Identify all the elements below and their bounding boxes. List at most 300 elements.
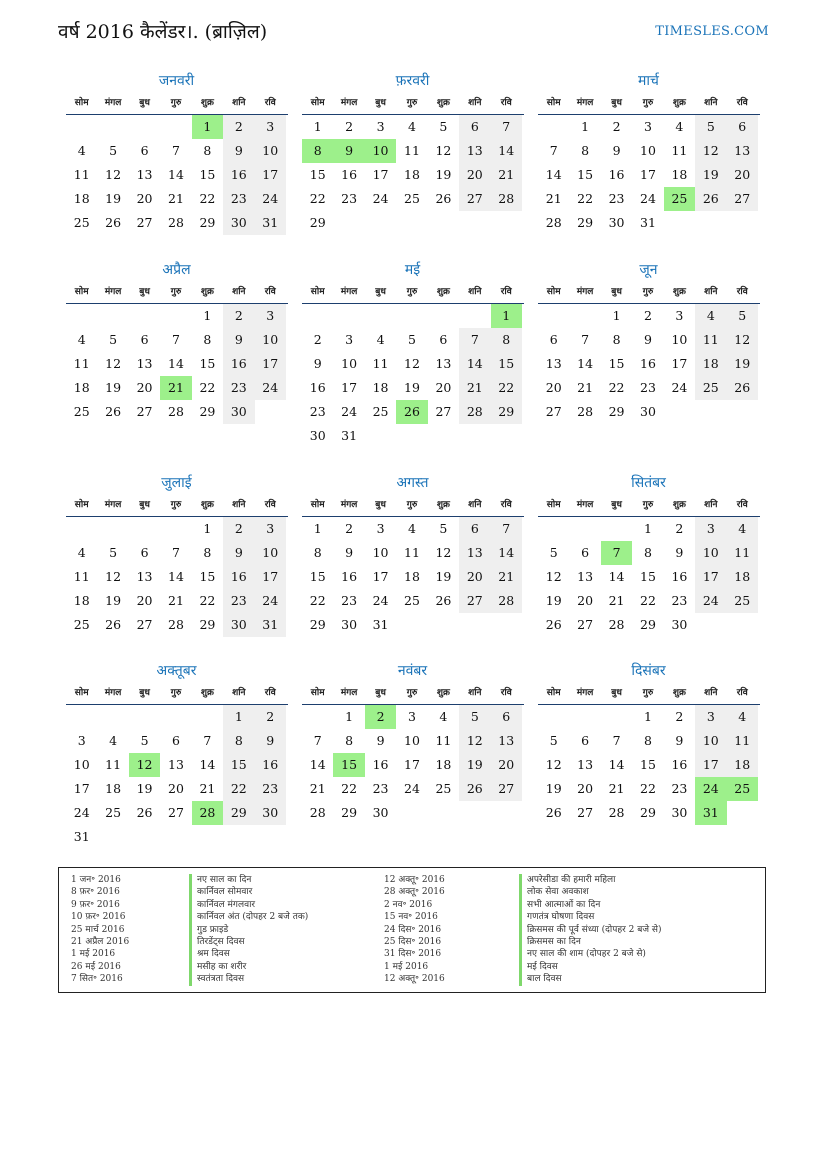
day-cell: 27 <box>136 617 153 632</box>
day-cell: 3 <box>695 517 726 541</box>
month-block <box>66 472 288 637</box>
day-cell: 13 <box>459 541 490 565</box>
weekday-label: रवि <box>500 500 512 510</box>
day-cell: 10 <box>372 545 389 560</box>
legend-date: 10 फ़र॰ 2016 <box>71 912 126 923</box>
day-cell: 24 <box>372 191 389 206</box>
weekday-label: शुक्र <box>672 98 686 108</box>
day-cell: 29 <box>341 805 358 820</box>
weekday-label: गुरु <box>642 287 654 297</box>
legend-date: 8 फ़र॰ 2016 <box>71 887 120 898</box>
day-cell: 18 <box>404 167 420 182</box>
weekday-label: शुक्र <box>200 98 214 108</box>
day-cell: 30 <box>309 428 326 443</box>
day-cell: 19 <box>136 781 153 796</box>
legend-date: 1 जन॰ 2016 <box>71 875 121 885</box>
day-cell: 6 <box>140 332 149 347</box>
day-cell: 26 <box>695 187 726 211</box>
legend-date: 2 नव॰ 2016 <box>384 899 433 910</box>
day-cell: 1 <box>581 119 590 134</box>
weekday-label: शनि <box>468 287 482 297</box>
weekday-label: बुध <box>611 500 622 510</box>
month-block <box>302 472 524 637</box>
day-cell: 14 <box>168 167 184 182</box>
legend-holiday-name: सभी आत्माओं का दिन <box>519 899 662 911</box>
day-cell: 30 <box>671 617 688 632</box>
day-cell: 6 <box>581 733 590 748</box>
day-cell: 8 <box>203 143 212 158</box>
day-cell: 25 <box>372 404 389 419</box>
day-cell: 3 <box>255 517 286 541</box>
day-cell: 1 <box>644 521 652 536</box>
legend-holiday-name: मसीह का शरीर <box>189 961 308 973</box>
empty-day-cell <box>459 304 490 328</box>
day-cell: 25 <box>435 781 452 796</box>
day-cell: 25 <box>73 404 90 419</box>
day-cell: 29 <box>199 404 216 419</box>
day-cell: 16 <box>255 753 286 777</box>
day-cell: 6 <box>439 332 448 347</box>
day-cell: 5 <box>727 304 758 328</box>
day-cell: 22 <box>577 191 594 206</box>
day-cell: 19 <box>545 781 562 796</box>
day-cell: 17 <box>404 757 420 772</box>
day-cell: 11 <box>435 733 452 748</box>
day-cell: 4 <box>727 705 758 729</box>
day-cell: 31 <box>255 211 286 235</box>
day-cell: 16 <box>341 569 358 584</box>
empty-day-cell <box>66 304 97 328</box>
day-cell: 29 <box>309 215 326 230</box>
day-cell: 17 <box>640 167 656 182</box>
empty-day-cell <box>396 304 427 328</box>
day-cell: 24 <box>73 805 90 820</box>
day-cell: 19 <box>695 163 726 187</box>
month-block <box>66 259 288 424</box>
empty-day-cell <box>160 115 191 139</box>
day-cell: 20 <box>168 781 184 796</box>
weekday-label: मंगल <box>104 688 122 698</box>
weekday-label: गुरु <box>406 98 418 108</box>
day-cell: 21 <box>545 191 562 206</box>
weekday-label: शुक्र <box>200 688 214 698</box>
day-cell: 11 <box>73 167 90 182</box>
weekday-header <box>302 682 524 705</box>
legend-dates-left <box>71 874 129 986</box>
day-cell: 19 <box>435 569 452 584</box>
day-cell: 3 <box>77 733 86 748</box>
weekday-label: शुक्र <box>436 98 450 108</box>
weekday-label: शनि <box>468 98 482 108</box>
weekday-header <box>538 494 760 517</box>
weekday-header <box>538 682 760 705</box>
day-cell: 3 <box>255 115 286 139</box>
day-grid <box>302 304 524 448</box>
empty-day-cell <box>129 517 160 541</box>
day-cell: 10 <box>671 332 688 347</box>
day-cell: 23 <box>640 380 656 395</box>
day-cell: 30 <box>223 211 254 235</box>
day-cell: 9 <box>313 356 322 371</box>
legend-holiday-name: मई दिवस <box>519 961 662 973</box>
day-cell: 13 <box>577 569 594 584</box>
day-cell: 30 <box>372 805 389 820</box>
legend-names-right <box>519 874 662 986</box>
weekday-label: शनि <box>232 500 246 510</box>
day-cell: 23 <box>608 191 625 206</box>
day-cell: 10 <box>73 757 90 772</box>
day-cell: 13 <box>136 569 153 584</box>
day-cell: 6 <box>140 143 149 158</box>
day-cell: 2 <box>223 115 254 139</box>
day-cell: 17 <box>341 380 358 395</box>
day-cell: 11 <box>372 356 389 371</box>
legend-date: 12 अक्तू॰ 2016 <box>384 875 445 885</box>
day-cell: 10 <box>255 541 286 565</box>
day-cell: 17 <box>255 163 286 187</box>
weekday-label: मंगल <box>340 98 358 108</box>
day-cell: 7 <box>313 733 322 748</box>
weekday-label: रवि <box>500 287 512 297</box>
month-name: मार्च <box>638 73 659 89</box>
day-cell: 10 <box>404 733 420 748</box>
day-cell: 27 <box>577 617 594 632</box>
day-cell: 1 <box>612 308 621 323</box>
day-cell: 26 <box>105 215 122 230</box>
day-cell: 20 <box>136 191 153 206</box>
legend-holiday-name: गणतंत्र घोषणा दिवस <box>519 911 662 923</box>
weekday-header <box>66 92 288 115</box>
holiday-day-cell: 25 <box>664 187 695 211</box>
day-cell: 22 <box>640 593 656 608</box>
day-cell: 2 <box>675 709 684 724</box>
legend-date: 25 दिस॰ 2016 <box>384 936 442 947</box>
day-cell: 2 <box>345 119 354 134</box>
day-grid <box>66 517 288 637</box>
day-cell: 14 <box>168 356 184 371</box>
day-cell: 28 <box>168 215 184 230</box>
day-cell: 30 <box>223 613 254 637</box>
weekday-label: बुध <box>611 287 622 297</box>
month-name: सितंबर <box>631 475 666 491</box>
day-cell: 14 <box>577 356 594 371</box>
day-cell: 14 <box>309 757 326 772</box>
weekday-label: गुरु <box>170 688 182 698</box>
day-cell: 27 <box>136 404 153 419</box>
weekday-label: मंगल <box>576 500 594 510</box>
empty-day-cell <box>66 517 97 541</box>
day-cell: 6 <box>140 545 149 560</box>
day-cell: 24 <box>671 380 688 395</box>
day-cell: 1 <box>203 521 212 536</box>
day-cell: 27 <box>459 589 490 613</box>
weekday-label: मंगल <box>104 287 122 297</box>
day-cell: 23 <box>255 777 286 801</box>
legend-holiday-name: नए साल का दिन <box>189 874 308 886</box>
day-cell: 6 <box>459 517 490 541</box>
day-cell: 20 <box>459 163 490 187</box>
day-cell: 27 <box>435 404 452 419</box>
month-block <box>538 472 760 637</box>
weekday-label: शुक्र <box>436 688 450 698</box>
month-name: अक्तूबर <box>156 663 197 679</box>
day-cell: 10 <box>695 729 726 753</box>
weekday-label: सोम <box>310 287 325 297</box>
day-cell: 28 <box>491 589 522 613</box>
legend-dates-right <box>384 874 445 986</box>
day-cell: 29 <box>640 805 656 820</box>
weekday-header <box>66 494 288 517</box>
day-cell: 11 <box>727 729 758 753</box>
day-cell: 25 <box>727 589 758 613</box>
day-cell: 3 <box>695 705 726 729</box>
day-cell: 25 <box>695 376 726 400</box>
weekday-label: रवि <box>736 287 748 297</box>
day-cell: 20 <box>577 781 594 796</box>
day-cell: 15 <box>199 356 216 371</box>
day-cell: 12 <box>105 356 122 371</box>
weekday-label: सोम <box>310 500 325 510</box>
day-cell: 25 <box>404 593 420 608</box>
day-cell: 5 <box>109 545 118 560</box>
day-cell: 13 <box>727 139 758 163</box>
day-cell: 21 <box>199 781 216 796</box>
legend-date: 15 नव॰ 2016 <box>384 912 438 923</box>
day-cell: 9 <box>345 545 354 560</box>
day-cell: 26 <box>459 777 490 801</box>
empty-day-cell <box>302 304 333 328</box>
day-cell: 9 <box>223 139 254 163</box>
day-cell: 4 <box>695 304 726 328</box>
day-cell: 6 <box>491 705 522 729</box>
day-cell: 8 <box>612 332 621 347</box>
weekday-label: गुरु <box>642 98 654 108</box>
day-cell: 26 <box>727 376 758 400</box>
month-name: अगस्त <box>396 475 429 491</box>
holiday-day-cell: 26 <box>396 400 427 424</box>
day-cell: 13 <box>491 729 522 753</box>
weekday-label: गुरु <box>406 500 418 510</box>
weekday-label: सोम <box>310 688 325 698</box>
weekday-label: शनि <box>704 287 718 297</box>
holiday-day-cell: 31 <box>695 801 726 825</box>
day-grid <box>302 115 524 235</box>
day-cell: 8 <box>203 332 212 347</box>
day-cell: 11 <box>73 569 90 584</box>
legend-date: 12 अक्तू॰ 2016 <box>384 974 445 985</box>
day-cell: 5 <box>549 733 558 748</box>
holiday-day-cell: 15 <box>333 753 364 777</box>
day-cell: 12 <box>435 545 452 560</box>
weekday-label: सोम <box>74 500 89 510</box>
day-cell: 2 <box>644 308 652 323</box>
month-block <box>538 259 760 424</box>
day-cell: 16 <box>671 757 688 772</box>
day-cell: 4 <box>376 332 385 347</box>
day-cell: 3 <box>376 119 385 134</box>
weekday-label: बुध <box>375 500 386 510</box>
day-cell: 17 <box>695 753 726 777</box>
day-cell: 7 <box>172 545 180 560</box>
empty-day-cell <box>569 705 600 729</box>
holiday-day-cell: 28 <box>192 801 223 825</box>
weekday-label: मंगल <box>340 287 358 297</box>
day-cell: 7 <box>549 143 558 158</box>
day-cell: 5 <box>109 332 118 347</box>
day-cell: 25 <box>105 805 122 820</box>
day-cell: 16 <box>341 167 358 182</box>
day-cell: 27 <box>727 187 758 211</box>
legend-holiday-name: बाल दिवस <box>519 973 662 985</box>
weekday-label: बुध <box>139 98 150 108</box>
day-cell: 17 <box>255 565 286 589</box>
day-cell: 10 <box>695 541 726 565</box>
weekday-label: गुरु <box>406 688 418 698</box>
legend-date: 1 मई 2016 <box>384 961 429 972</box>
day-cell: 15 <box>199 569 216 584</box>
day-cell: 28 <box>491 187 522 211</box>
day-cell: 17 <box>73 781 90 796</box>
day-cell: 24 <box>255 187 286 211</box>
day-cell: 18 <box>73 191 90 206</box>
empty-day-cell <box>302 705 333 729</box>
day-cell: 25 <box>73 215 90 230</box>
day-cell: 30 <box>341 617 358 632</box>
day-cell: 9 <box>675 545 684 560</box>
empty-day-cell <box>129 705 160 729</box>
day-cell: 8 <box>345 733 354 748</box>
day-cell: 27 <box>491 777 522 801</box>
day-cell: 16 <box>372 757 389 772</box>
day-cell: 26 <box>545 617 562 632</box>
day-cell: 15 <box>640 569 656 584</box>
weekday-label: शनि <box>468 500 482 510</box>
day-cell: 2 <box>223 304 254 328</box>
day-cell: 1 <box>313 119 322 134</box>
weekday-label: शुक्र <box>436 287 450 297</box>
day-cell: 21 <box>577 380 594 395</box>
empty-day-cell <box>428 304 459 328</box>
day-cell: 19 <box>727 352 758 376</box>
weekday-label: सोम <box>310 98 325 108</box>
weekday-label: रवि <box>500 688 512 698</box>
holiday-legend <box>58 867 766 993</box>
day-cell: 2 <box>612 119 621 134</box>
day-cell: 15 <box>199 167 216 182</box>
day-cell: 29 <box>199 617 216 632</box>
empty-day-cell <box>97 304 128 328</box>
empty-day-cell <box>160 517 191 541</box>
day-cell: 18 <box>372 380 389 395</box>
day-cell: 12 <box>435 143 452 158</box>
day-cell: 7 <box>612 733 621 748</box>
day-cell: 4 <box>675 119 684 134</box>
day-cell: 20 <box>545 380 562 395</box>
holiday-day-cell: 25 <box>727 777 758 801</box>
weekday-label: शनि <box>704 98 718 108</box>
day-cell: 4 <box>77 143 86 158</box>
day-cell: 28 <box>545 215 562 230</box>
page-title: वर्ष 2016 कैलेंडर।. (ब्राज़िल) <box>58 21 268 43</box>
weekday-label: बुध <box>375 98 386 108</box>
day-cell: 6 <box>459 115 490 139</box>
day-cell: 14 <box>491 541 522 565</box>
weekday-header <box>66 281 288 304</box>
day-cell: 8 <box>223 729 254 753</box>
day-cell: 19 <box>404 380 420 395</box>
empty-day-cell <box>365 304 396 328</box>
day-cell: 24 <box>372 593 389 608</box>
day-cell: 23 <box>223 187 254 211</box>
weekday-label: गुरु <box>642 500 654 510</box>
day-cell: 30 <box>223 400 254 424</box>
weekday-label: गुरु <box>170 500 182 510</box>
day-cell: 20 <box>459 565 490 589</box>
day-cell: 31 <box>372 617 389 632</box>
holiday-day-cell: 1 <box>491 304 522 328</box>
day-cell: 14 <box>545 167 562 182</box>
month-name: फ़रवरी <box>395 73 430 89</box>
day-cell: 9 <box>255 729 286 753</box>
day-cell: 4 <box>77 332 86 347</box>
day-cell: 26 <box>105 617 122 632</box>
day-cell: 5 <box>140 733 149 748</box>
day-cell: 24 <box>695 589 726 613</box>
day-cell: 17 <box>255 352 286 376</box>
day-cell: 29 <box>199 215 216 230</box>
day-cell: 5 <box>439 521 448 536</box>
day-cell: 11 <box>404 143 420 158</box>
day-cell: 7 <box>172 143 180 158</box>
month-block <box>302 259 524 448</box>
day-cell: 6 <box>172 733 180 748</box>
holiday-day-cell: 1 <box>192 115 223 139</box>
day-cell: 24 <box>255 589 286 613</box>
legend-date: 25 मार्च 2016 <box>71 924 125 935</box>
day-cell: 1 <box>203 308 212 323</box>
day-cell: 19 <box>459 753 490 777</box>
day-cell: 3 <box>255 304 286 328</box>
day-cell: 21 <box>608 781 625 796</box>
day-cell: 20 <box>727 163 758 187</box>
day-cell: 19 <box>105 191 122 206</box>
weekday-label: शुक्र <box>672 287 686 297</box>
weekday-label: सोम <box>546 688 561 698</box>
day-cell: 9 <box>675 733 684 748</box>
legend-date: 26 मई 2016 <box>71 961 121 972</box>
day-cell: 12 <box>105 569 122 584</box>
day-cell: 13 <box>459 139 490 163</box>
weekday-label: मंगल <box>340 500 358 510</box>
day-cell: 16 <box>223 565 254 589</box>
holiday-day-cell: 24 <box>695 777 726 801</box>
day-cell: 17 <box>372 569 389 584</box>
day-cell: 15 <box>608 356 625 371</box>
day-cell: 18 <box>695 352 726 376</box>
day-cell: 28 <box>608 805 625 820</box>
day-cell: 4 <box>77 545 86 560</box>
month-name: जून <box>639 262 658 278</box>
empty-day-cell <box>538 304 569 328</box>
day-cell: 3 <box>345 332 354 347</box>
day-cell: 10 <box>255 328 286 352</box>
day-cell: 23 <box>671 781 688 796</box>
weekday-label: शुक्र <box>672 500 686 510</box>
day-cell: 3 <box>644 119 652 134</box>
day-cell: 2 <box>223 517 254 541</box>
day-cell: 26 <box>545 805 562 820</box>
site-link[interactable]: TIMESLES.COM <box>655 24 769 39</box>
